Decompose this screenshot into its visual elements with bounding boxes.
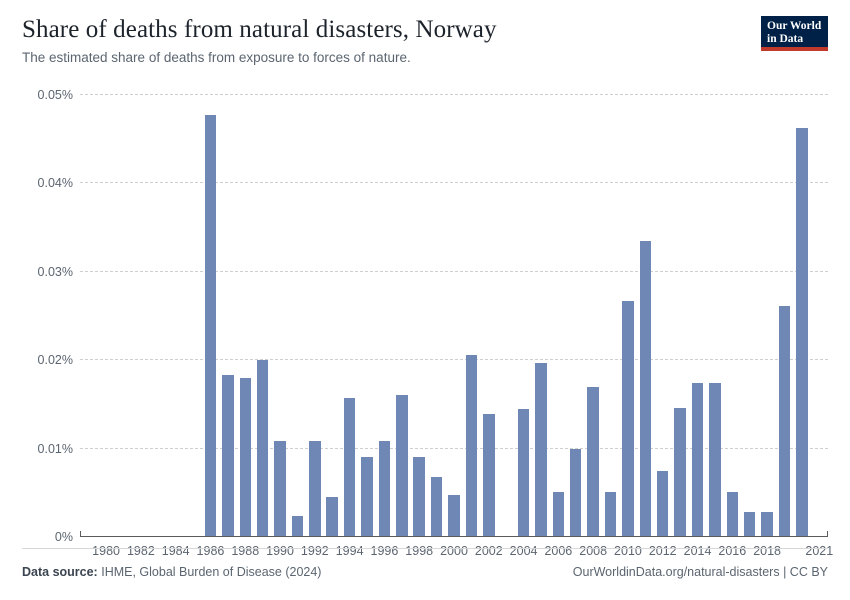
x-axis-tick-label: 1990 — [266, 544, 294, 558]
x-axis-tick-label: 2006 — [544, 544, 573, 558]
x-axis-tick-label: 1982 — [126, 544, 155, 558]
x-axis-tick-label: 2008 — [579, 544, 608, 558]
page-subtitle: The estimated share of deaths from exposure to forces of nature. — [22, 50, 411, 65]
plot-region — [37, 88, 834, 558]
bar[interactable] — [240, 378, 251, 536]
bar[interactable] — [396, 395, 407, 536]
bar[interactable] — [674, 408, 685, 536]
x-axis-tick-label: 1980 — [92, 544, 120, 558]
bar[interactable] — [326, 497, 337, 536]
x-axis-tick-label: 1994 — [335, 544, 364, 558]
bar[interactable] — [605, 492, 616, 536]
bar[interactable] — [448, 495, 459, 536]
axis-end-cap-right — [827, 531, 828, 536]
bar[interactable] — [431, 477, 442, 536]
bar[interactable] — [657, 471, 668, 536]
x-axis-tick-label: 2000 — [440, 544, 468, 558]
bar[interactable] — [587, 387, 598, 536]
footer-separator: | — [783, 565, 787, 579]
x-axis-tick-label: 1988 — [231, 544, 260, 558]
bar[interactable] — [379, 441, 390, 536]
bar[interactable] — [570, 449, 581, 536]
y-axis-tick-label: 0.02% — [37, 353, 73, 368]
bar[interactable] — [413, 457, 424, 536]
bar[interactable] — [553, 492, 564, 536]
x-axis-tick-label: 2010 — [614, 544, 642, 558]
bar[interactable] — [727, 492, 738, 536]
x-axis-tick-label: 2004 — [509, 544, 538, 558]
bar[interactable] — [205, 115, 216, 536]
y-axis-tick-label: 0.01% — [37, 441, 73, 456]
data-source — [22, 565, 321, 579]
bar[interactable] — [709, 383, 720, 536]
bar[interactable] — [257, 360, 268, 536]
logo-line-2: in Data — [767, 33, 804, 45]
page-title: Share of deaths from natural disasters, Norway — [22, 16, 497, 43]
y-axis-tick-label: 0.04% — [37, 176, 73, 191]
x-axis-tick-label: 1996 — [370, 544, 399, 558]
bar[interactable] — [361, 457, 372, 536]
owid-logo[interactable] — [761, 16, 828, 51]
data-source-text: IHME, Global Burden of Disease (2024) — [101, 565, 322, 579]
footer-links — [573, 565, 828, 579]
x-axis-tick-label: 2021 — [805, 544, 834, 558]
bar[interactable] — [622, 301, 633, 536]
data-source-label: Data source: — [22, 565, 98, 579]
bar[interactable] — [274, 441, 285, 536]
x-axis-tick-label: 2018 — [753, 544, 782, 558]
owid-link[interactable]: OurWorldinData.org/natural-disasters — [572, 565, 780, 579]
x-axis-tick-label: 1992 — [300, 544, 329, 558]
bar[interactable] — [344, 398, 355, 536]
axis-end-cap-left — [80, 531, 81, 536]
bar[interactable] — [796, 128, 807, 536]
x-axis-tick-label: 2014 — [683, 544, 712, 558]
bar[interactable] — [518, 409, 529, 536]
bar[interactable] — [309, 441, 320, 536]
x-axis-tick-label: 1984 — [161, 544, 190, 558]
bar[interactable] — [222, 375, 233, 536]
bar[interactable] — [692, 383, 703, 536]
x-axis-tick-label: 2002 — [474, 544, 503, 558]
chart-header — [22, 16, 828, 65]
chart-area — [22, 88, 834, 558]
bar[interactable] — [535, 363, 546, 536]
logo-line-1: Our World — [767, 20, 822, 32]
bar[interactable] — [744, 512, 755, 536]
x-axis-tick-label: 2016 — [718, 544, 747, 558]
chart-footer — [22, 548, 828, 586]
bar[interactable] — [761, 512, 772, 536]
bar-series — [80, 94, 828, 536]
y-axis-tick-label: 0.03% — [37, 264, 73, 279]
bar[interactable] — [483, 414, 494, 536]
y-axis-tick-label: 0.05% — [37, 88, 73, 102]
bar[interactable] — [779, 306, 790, 536]
x-axis-tick-label: 1986 — [196, 544, 225, 558]
y-axis-tick-label: 0% — [54, 530, 73, 544]
license-link[interactable]: CC BY — [789, 565, 828, 579]
x-axis-tick-label: 2012 — [648, 544, 677, 558]
bar[interactable] — [292, 516, 303, 536]
bar[interactable] — [640, 241, 651, 536]
x-axis-tick-label: 1998 — [405, 544, 434, 558]
bar[interactable] — [466, 355, 477, 536]
